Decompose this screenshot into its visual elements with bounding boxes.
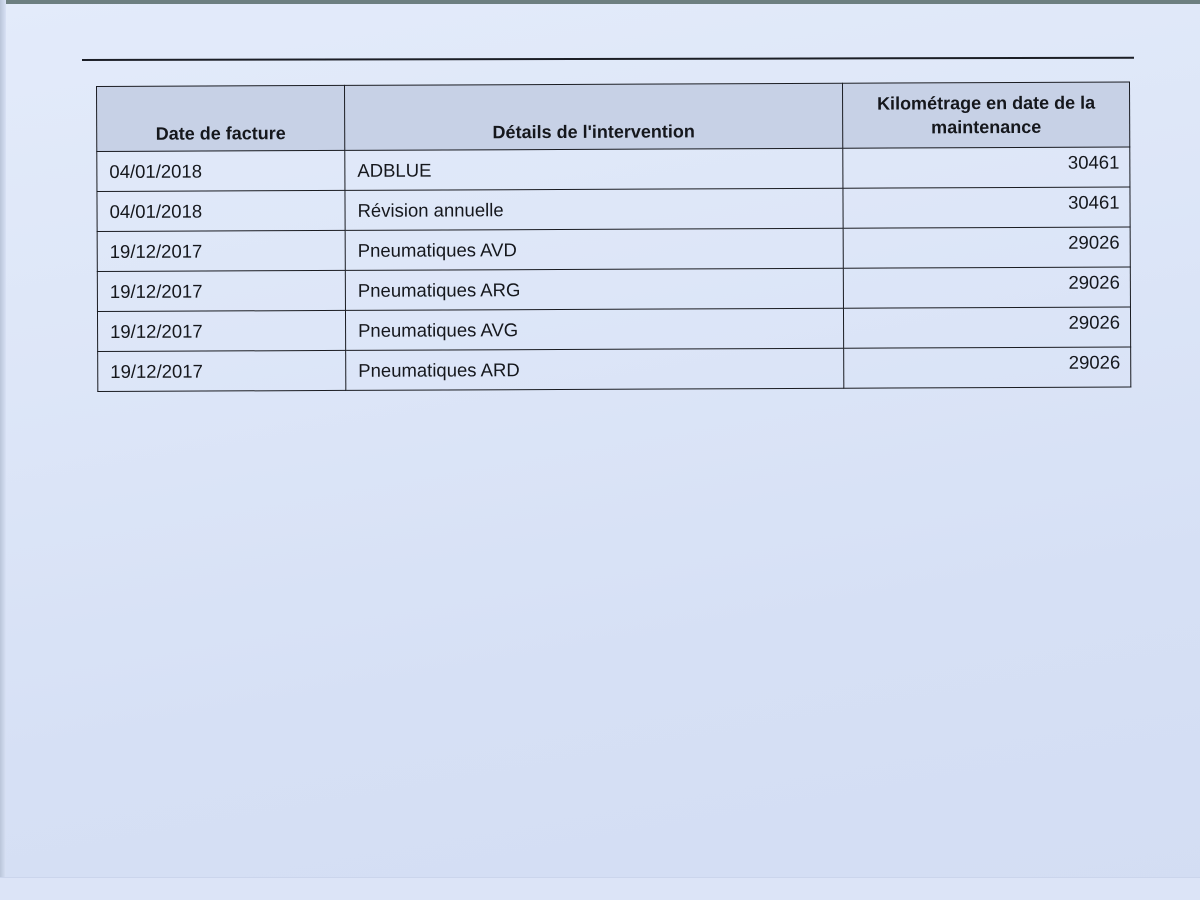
table-header-row [97, 82, 1130, 152]
cell-date: 19/12/2017 [97, 230, 345, 271]
cell-date: 19/12/2017 [98, 350, 346, 391]
maintenance-table [96, 81, 1131, 392]
cell-mileage: 30461 [843, 187, 1130, 228]
header-rule [82, 57, 1134, 61]
cell-date: 04/01/2018 [97, 150, 345, 191]
cell-mileage: 29026 [844, 347, 1131, 388]
maintenance-table-container [96, 81, 1130, 392]
table-row [97, 227, 1130, 272]
cell-date: 19/12/2017 [97, 310, 345, 351]
page-left-edge [0, 0, 6, 900]
table-row [97, 147, 1130, 192]
cell-mileage: 29026 [843, 267, 1130, 308]
cell-date: 19/12/2017 [97, 270, 345, 311]
header-mileage-line1: Kilométrage en date de la [876, 92, 1096, 114]
table-row [97, 267, 1130, 312]
table-row [97, 187, 1130, 232]
cell-mileage: 29026 [843, 227, 1130, 268]
cell-details: Pneumatiques ARG [345, 268, 843, 310]
cell-details: ADBLUE [345, 148, 843, 190]
header-date: Date de facture [97, 85, 345, 151]
header-mileage-line2: maintenance [931, 116, 1042, 138]
table-row [98, 347, 1131, 392]
table-row [97, 307, 1130, 352]
cell-details: Révision annuelle [345, 188, 843, 230]
cell-mileage: 29026 [843, 307, 1130, 348]
cell-details: Pneumatiques ARD [346, 348, 844, 390]
cell-mileage: 30461 [843, 147, 1130, 188]
cell-details: Pneumatiques AVG [345, 308, 843, 350]
header-mileage [842, 82, 1129, 148]
header-details: Détails de l'intervention [344, 83, 842, 150]
page-bottom-fold [0, 877, 1200, 900]
cell-date: 04/01/2018 [97, 190, 345, 231]
cell-details: Pneumatiques AVD [345, 228, 843, 270]
background-edge [0, 0, 1200, 4]
